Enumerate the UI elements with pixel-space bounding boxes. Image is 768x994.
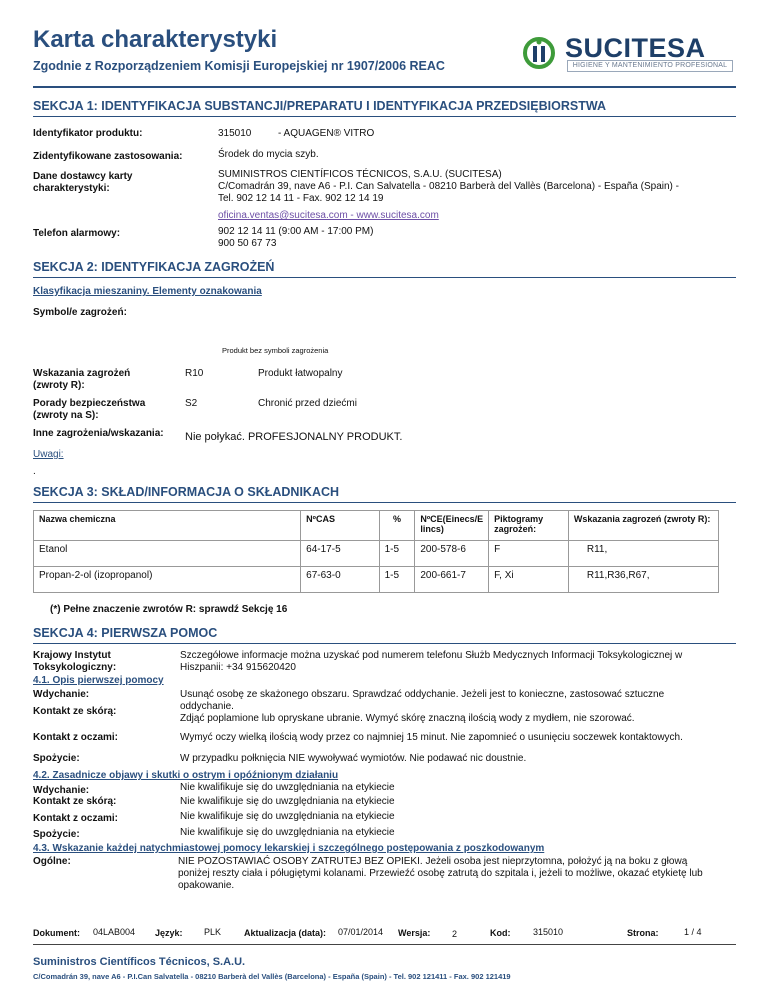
cell-name: Propan-2-ol (izopropanol) (34, 567, 301, 593)
notes-heading: Uwagi: (33, 449, 64, 460)
section-2-divider (33, 277, 736, 278)
symbol-label: Symbol/e zagrożeń: (33, 307, 127, 318)
classification-heading: Klasyfikacja mieszaniny. Elementy oznakowania (33, 286, 262, 297)
supplier-label: Dane dostawcy karty charakterystyki: (33, 171, 133, 194)
section-4-title: SEKCJA 4: PIERWSZA POMOC (33, 626, 218, 640)
cell-ec: 200-661-7 (415, 567, 489, 593)
section-1-divider (33, 116, 736, 117)
product-code: 315010 (218, 128, 252, 139)
col-cas: NºCAS (301, 511, 379, 541)
cell-pictograms: F (489, 541, 569, 567)
s-text: Chronić przed dziećmi (258, 398, 357, 409)
sucitesa-logo (521, 33, 736, 74)
phone-label: Telefon alarmowy: (33, 228, 121, 239)
logo-tagline: HIGIENE Y MANTENIMIENTO PROFESIONAL (567, 60, 733, 72)
other-hazards-text: Nie połykać. PROFESJONALNY PRODUKT. (185, 431, 403, 443)
symptoms-heading: 4.2. Zasadnicze objawy i skutki o ostrym i opóźnionym działaniu (33, 770, 339, 781)
footer-lang-value: PLK (204, 927, 222, 937)
footer-code-label: Kod: (490, 928, 511, 938)
inhalation-text: Usunąć osobę ze skażonego obszaru. Sprawdzać oddychanie. Jeżeli jest to konieczne, zastosować sztuczne oddychanie. (180, 689, 665, 712)
footer-update-label: Aktualizacja (data): (244, 928, 327, 938)
document-subtitle: Zgodnie z Rozporządzeniem Komisji Europejskiej nr 1907/2006 REAC (33, 59, 445, 73)
ingestion-label: Spożycie: (33, 753, 80, 764)
col-pictograms: Piktogramy zagrożeń: (489, 511, 569, 541)
footer-page-label: Strona: (627, 928, 659, 938)
cell-cas: 67-63-0 (301, 567, 379, 593)
skin-contact-text: Zdjąć poplamione lub opryskane ubranie. Wymyć skórę znaczną ilością wody z mydłem, nie szorować. (180, 713, 635, 724)
footer-version-value: 2 (452, 929, 458, 939)
skin-contact-label: Kontakt ze skórą: (33, 706, 117, 717)
symptoms-eye-label: Kontakt z oczami: (33, 813, 119, 824)
symptoms-skin-text: Nie kwalifikuje się do uwzględniania na etykiecie (180, 796, 395, 807)
footer-lang-label: Język: (155, 928, 183, 938)
cell-name: Etanol (34, 541, 301, 567)
symptoms-inhalation-text: Nie kwalifikuje się do uwzględniania na etykiecie (180, 782, 395, 793)
cell-percent: 1-5 (379, 541, 415, 567)
footer-doc-label: Dokument: (33, 928, 80, 938)
col-r-phrases: Wskazania zagrozeń (zwroty R): (568, 511, 718, 541)
footer-doc-value: 04LAB004 (93, 927, 136, 937)
symptoms-eye-text: Nie kwalifikuje się do uwzględniania na etykiecie (180, 811, 395, 822)
toxicology-institute-label: Krajowy Instytut Toksykologiczny: (33, 650, 117, 673)
symptoms-ingestion-text: Nie kwalifikuje się do uwzględniania na etykiecie (180, 827, 395, 838)
supplier-details: SUMINISTROS CIENTÍFICOS TÉCNICOS, S.A.U. (SUCITESA) C/Comadrán 39, nave A6 - P.I. Can Salvatella - 08210 Barberà del Vallès (Barcelona) - España (Spain) - Tel. 902 12 14 11 - Fax. 902 12 14 19 (218, 169, 679, 204)
use-label: Zidentyfikowane zastosowania: (33, 151, 183, 162)
col-ec: NºCE(Einecs/E lincs) (415, 511, 489, 541)
inhalation-label: Wdychanie: (33, 689, 90, 700)
footer-code-value: 315010 (533, 927, 564, 937)
no-symbols-note: Produkt bez symboli zagrożenia (222, 346, 329, 355)
section-3-title: SEKCJA 3: SKŁAD/INFORMACJA O SKŁADNIKACH (33, 485, 340, 499)
cell-r-phrases: R11, (568, 541, 718, 567)
logo-wordmark: SUCITESA (565, 33, 706, 63)
ingestion-text: W przypadku połknięcia NIE wywoływać wymiotów. Nie podawać nic doustnie. (180, 753, 527, 764)
eye-contact-text: Wymyć oczy wielką ilością wody przez co najmniej 15 minut. Nie zapomnieć o usunięciu soczewek kontaktowych. (180, 732, 683, 743)
section-3-divider (33, 502, 736, 503)
footer-address: C/Comadrán 39, nave A6 - P.I.Can Salvatella - 08210 Barberà del Vallès (Barcelona) - España (Spain) - Tel. 902 121411 - Fax. 902 121419 (33, 972, 511, 981)
table-row (34, 541, 719, 567)
immediate-aid-heading: 4.3. Wskazanie każdej natychmiastowej pomocy lekarskiej i szczególnego postępowania z poszkodowanym (33, 843, 545, 854)
general-label: Ogólne: (33, 856, 71, 867)
cell-percent: 1-5 (379, 567, 415, 593)
product-id-label: Identyfikator produktu: (33, 128, 143, 139)
footer-divider (33, 944, 736, 945)
symptoms-skin-label: Kontakt ze skórą: (33, 796, 117, 807)
section-2-title: SEKCJA 2: IDENTYFIKACJA ZAGROŻEŃ (33, 260, 275, 274)
logo-mark-icon (521, 36, 561, 70)
col-percent: % (379, 511, 415, 541)
s-phrases-label: Porady bezpieczeństwa (zwroty na S): (33, 398, 146, 421)
contact-link[interactable]: oficina.ventas@sucitesa.com - www.sucitesa.com (218, 210, 439, 221)
eye-contact-label: Kontakt z oczami: (33, 732, 119, 743)
col-chemical-name: Nazwa chemiczna (34, 511, 301, 541)
notes-text: . (33, 466, 36, 477)
cell-cas: 64-17-5 (301, 541, 379, 567)
other-hazards-label: Inne zagrożenia/wskazania: (33, 428, 164, 439)
symptoms-ingestion-label: Spożycie: (33, 829, 80, 840)
general-text: NIE POZOSTAWIAĆ OSOBY ZATRUTEJ BEZ OPIEKI. Jeżeli osoba jest nieprzytomna, położyć ją na boku z głową poniżej reszty ciała i póługiętymi kolanami. Przewieźć osobę zatrutą do szpitala i, jeżeli to możliwe, okazać etykietę lub opakowanie. (178, 856, 703, 891)
cell-r-phrases: R11,R36,R67, (568, 567, 718, 593)
first-aid-description-heading: 4.1. Opis pierwszej pomocy (33, 675, 164, 686)
symptoms-inhalation-label: Wdychanie: (33, 785, 90, 796)
s-code: S2 (185, 398, 198, 409)
composition-table (33, 510, 719, 593)
document-title: Karta charakterystyki (33, 26, 278, 53)
cell-pictograms: F, Xi (489, 567, 569, 593)
r-phrases-footnote: (*) Pełne znaczenie zwrotów R: sprawdź Sekcję 16 (50, 604, 288, 615)
phone-numbers: 902 12 14 11 (9:00 AM - 17:00 PM) 900 50 67 73 (218, 226, 374, 249)
r-code: R10 (185, 368, 204, 379)
use-value: Środek do mycia szyb. (218, 149, 319, 160)
footer-page-value: 1 / 4 (684, 927, 702, 937)
table-header-row (34, 511, 719, 541)
cell-ec: 200-578-6 (415, 541, 489, 567)
section-1-title: SEKCJA 1: IDENTYFIKACJA SUBSTANCJI/PREPARATU I IDENTYFIKACJA PRZEDSIĘBIORSTWA (33, 99, 606, 113)
section-4-divider (33, 643, 736, 644)
footer-update-value: 07/01/2014 (338, 927, 384, 937)
table-row (34, 567, 719, 593)
footer-version-label: Wersja: (398, 928, 431, 938)
product-name: - AQUAGEN® VITRO (278, 128, 375, 139)
header-divider (33, 86, 736, 88)
r-text: Produkt łatwopalny (258, 368, 343, 379)
footer-company: Suministros Científicos Técnicos, S.A.U. (33, 956, 246, 968)
toxicology-institute-text: Szczegółowe informacje można uzyskać pod numerem telefonu Służb Medycznych Informacji Toksykologicznej w Hiszpanii: +34 915620420 (180, 650, 683, 673)
r-phrases-label: Wskazania zagrożeń (zwroty R): (33, 368, 131, 391)
